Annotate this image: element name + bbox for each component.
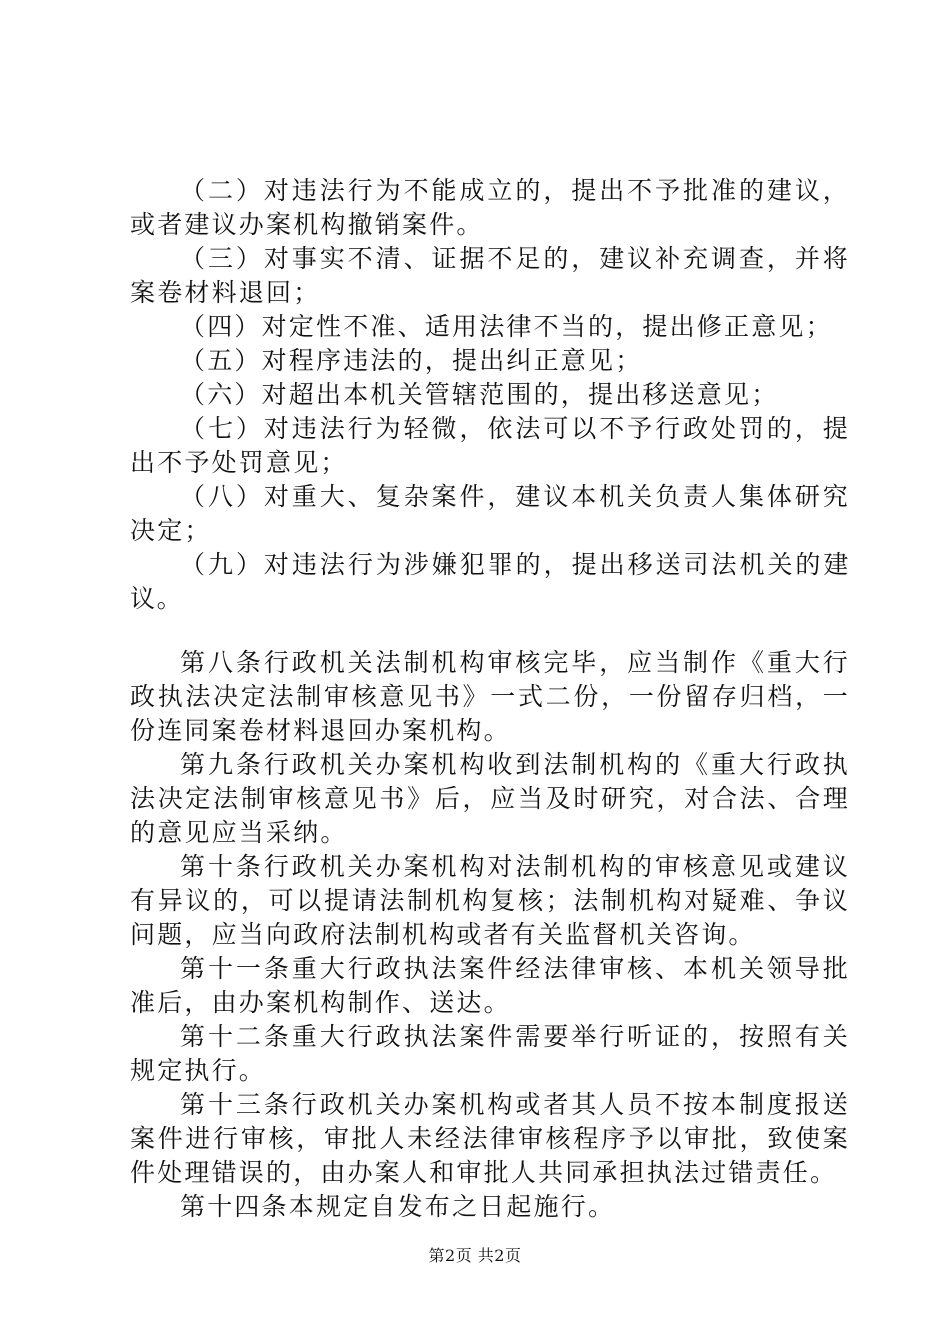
article-13: 第十三条行政机关办案机构或者其人员不按本制度报送案件进行审核，审批人未经法律审核程序予以审批，致使案件处理错误的，由办案人和审批人共同承担执法过错责任。 xyxy=(130,1090,850,1187)
item-4: （四）对定性不准、适用法律不当的，提出修正意见； xyxy=(180,312,833,341)
item-2: （二）对违法行为不能成立的，提出不予批准的建议，或者建议办案机构撤销案件。 xyxy=(130,176,850,239)
item-9: （九）对违法行为涉嫌犯罪的，提出移送司法机关的建议。 xyxy=(130,550,850,613)
article-12: 第十二条重大行政执法案件需要举行听证的，按照有关规定执行。 xyxy=(130,1022,850,1085)
item-3: （三）对事实不清、证据不足的，建议补充调查，并将案卷材料退回； xyxy=(130,244,850,307)
paragraph-gap xyxy=(130,616,850,646)
page-number: 第2页 共2页 xyxy=(428,1246,522,1265)
item-5: （五）对程序违法的，提出纠正意见； xyxy=(180,346,643,375)
article-9: 第九条行政机关办案机构收到法制机构的《重大行政执法决定法制审核意见书》后，应当及时研究，对合法、合理的意见应当采纳。 xyxy=(130,750,850,847)
article-11: 第十一条重大行政执法案件经法律审核、本机关领导批准后，由办案机构制作、送达。 xyxy=(130,954,850,1017)
item-6: （六）对超出本机关管辖范围的，提出移送意见； xyxy=(180,380,779,409)
article-14: 第十四条本规定自发布之日起施行。 xyxy=(180,1192,616,1221)
item-7: （七）对违法行为轻微，依法可以不予行政处罚的，提出不予处罚意见； xyxy=(130,414,850,477)
article-10: 第十条行政机关办案机构对法制机构的审核意见或建议有异议的，可以提请法制机构复核；法制机构对疑难、争议问题，应当向政府法制机构或者有关监督机关咨询。 xyxy=(130,852,850,949)
article-8: 第八条行政机关法制机构审核完毕，应当制作《重大行政执法决定法制审核意见书》一式二份，一份留存归档，一份连同案卷材料退回办案机构。 xyxy=(130,648,850,745)
document-body xyxy=(130,174,850,1224)
item-8: （八）对重大、复杂案件，建议本机关负责人集体研究决定； xyxy=(130,482,850,545)
